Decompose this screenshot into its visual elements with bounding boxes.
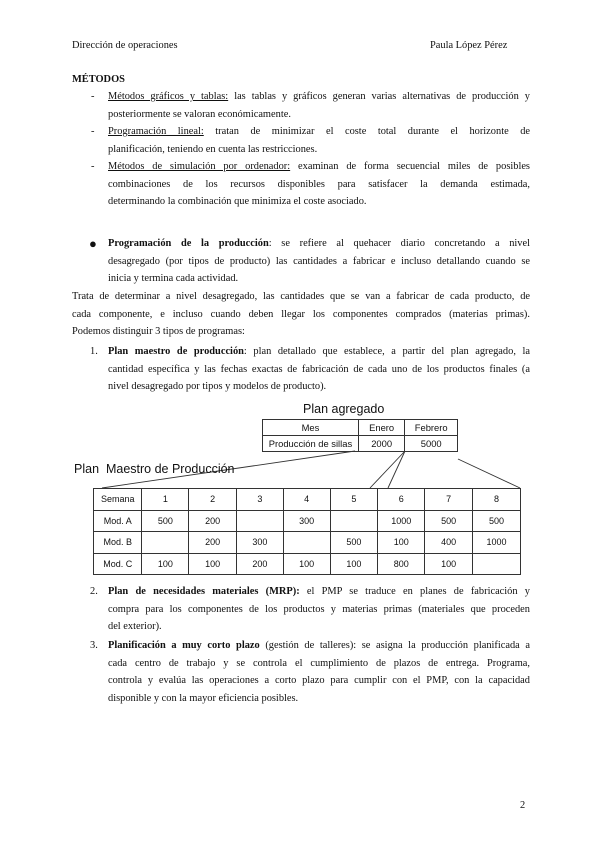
connector-line xyxy=(458,459,520,488)
table-cell: 100 xyxy=(330,553,378,575)
table-cell: Mod. B xyxy=(94,532,142,554)
round-bullet: ● xyxy=(89,236,97,251)
programacion-term: Programación de la producción xyxy=(108,238,269,249)
table-cell xyxy=(142,532,189,554)
table-cell: 200 xyxy=(189,510,237,532)
header-left: Dirección de operaciones xyxy=(72,40,178,51)
program-number: 1. xyxy=(90,346,98,357)
table-header-cell: 5 xyxy=(330,489,378,511)
table-row xyxy=(94,532,521,554)
program-term: Plan de necesidades materiales (MRP): xyxy=(108,586,300,597)
program-text: : plan detallado que establece, a partir del plan agregado, la xyxy=(243,346,530,357)
programacion-text: : se refiere al quehacer diario concretando a nivel xyxy=(268,238,530,249)
table-header-cell: 2 xyxy=(189,489,237,511)
program-text: nivel desagregado por tipos y modelos de producto). xyxy=(108,381,327,393)
program-text: controla y evalúa las operaciones a corto plazo para cumplir con el PMP, con la capacidad xyxy=(108,675,530,687)
table-cell: 300 xyxy=(283,510,330,532)
metodos-term: Métodos gráficos y tablas: xyxy=(108,91,229,102)
dash-bullet: - xyxy=(91,161,95,172)
table-cell: 100 xyxy=(425,553,473,575)
programacion-text: inicia y termina cada actividad. xyxy=(108,273,239,285)
table-row xyxy=(94,489,521,511)
table-cell: Mod. A xyxy=(94,510,142,532)
metodos-text: planificación, teniendo en cuenta las restricciones. xyxy=(108,143,318,155)
programacion-text: desagregado (por tipos de producto) las cantidades a fabricar e incluso detallando cuando se xyxy=(108,255,530,267)
dash-bullet: - xyxy=(91,91,95,102)
metodos-text: las tablas y gráficos generan varias alternativas de producción y xyxy=(234,91,530,102)
table-cell: 200 xyxy=(236,553,283,575)
section-title-metodos: MÉTODOS xyxy=(72,74,125,85)
table-cell xyxy=(283,532,330,554)
table-cell: Mod. C xyxy=(94,553,142,575)
table-cell: 500 xyxy=(330,532,378,554)
table-cell: 100 xyxy=(142,553,189,575)
table-cell xyxy=(236,510,283,532)
table-row xyxy=(94,510,521,532)
intro-line: Podemos distinguir 3 tipos de programas: xyxy=(72,326,245,338)
header-right: Paula López Pérez xyxy=(430,40,508,51)
table-cell: 400 xyxy=(425,532,473,554)
table-cell: 2000 xyxy=(358,436,405,452)
program-text: el PMP se traduce en planes de fabricación y xyxy=(299,586,530,597)
intro-line: cada componente, e incluso cuando deben llegar los componentes comprados (materias primas). xyxy=(72,308,530,320)
connector-line xyxy=(370,451,405,488)
metodos-text: posteriormente se valoran económicamente. xyxy=(108,108,291,120)
program-text: disponible y con la mayor eficiencia posibles. xyxy=(108,692,299,704)
metodos-text: tratan de minimizar el coste total durante el horizonte de xyxy=(215,126,530,137)
table-cell: 100 xyxy=(189,553,237,575)
table-header-cell: 4 xyxy=(283,489,330,511)
pmp-table xyxy=(93,488,521,575)
table-cell: 800 xyxy=(378,553,425,575)
program-term: Planificación a muy corto plazo xyxy=(108,640,260,651)
table-header-cell: 3 xyxy=(236,489,283,511)
table-cell: 500 xyxy=(425,510,473,532)
table-header-cell: Semana xyxy=(94,489,142,511)
metodos-text: determinando la combinación que minimiza el coste asociado. xyxy=(108,196,367,208)
table-cell: Producción de sillas xyxy=(263,436,359,452)
table-header-cell: Enero xyxy=(358,420,405,436)
program-text: compra para los componentes de los productos y materias primas (materiales que proceden xyxy=(108,603,530,615)
table-cell: 200 xyxy=(189,532,237,554)
pmp-title: Plan Maestro de Producción xyxy=(74,462,235,476)
metodos-text: combinaciones de los recursos disponibles para satisfacer la demanda estimada, xyxy=(108,178,530,190)
intro-line: Trata de determinar a nivel desagregado, las cantidades que se van a fabricar de cada producto, de xyxy=(72,291,530,302)
program-text: del exterior). xyxy=(108,621,162,633)
metodos-term: Programación lineal: xyxy=(108,126,204,137)
table-cell: 300 xyxy=(236,532,283,554)
table-cell xyxy=(473,553,521,575)
program-text: (gestión de talleres): se asigna la producción planificada a xyxy=(259,640,530,651)
table-cell: 500 xyxy=(473,510,521,532)
table-header-cell: 6 xyxy=(378,489,425,511)
table-header-cell: 8 xyxy=(473,489,521,511)
dash-bullet: - xyxy=(91,126,95,137)
connector-line xyxy=(388,451,405,488)
page-number: 2 xyxy=(520,800,526,811)
table-header-cell: Febrero xyxy=(405,420,458,436)
table-header-cell: 7 xyxy=(425,489,473,511)
program-text: cada centro de trabajo y se controla el cumplimiento de plazos de entrega. Programa, xyxy=(108,657,530,669)
table-cell: 100 xyxy=(378,532,425,554)
table-cell: 100 xyxy=(283,553,330,575)
table-cell: 500 xyxy=(142,510,189,532)
table-cell: 1000 xyxy=(378,510,425,532)
table-cell: 1000 xyxy=(473,532,521,554)
program-number: 2. xyxy=(90,586,98,597)
plan-agregado-title: Plan agregado xyxy=(303,402,385,416)
table-cell: 5000 xyxy=(405,436,458,452)
metodos-term: Métodos de simulación por ordenador: xyxy=(108,161,291,172)
table-header-cell: 1 xyxy=(142,489,189,511)
table-cell xyxy=(330,510,378,532)
metodos-text: examinan de forma secuencial miles de posibles xyxy=(298,161,530,172)
program-number: 3. xyxy=(90,640,98,651)
table-header-cell: Mes xyxy=(263,420,359,436)
table-row xyxy=(94,553,521,575)
program-text: cantidad específica y las fechas exactas de fabricación de cada uno de los productos finales (a xyxy=(108,363,530,375)
program-term: Plan maestro de producción xyxy=(108,346,244,357)
